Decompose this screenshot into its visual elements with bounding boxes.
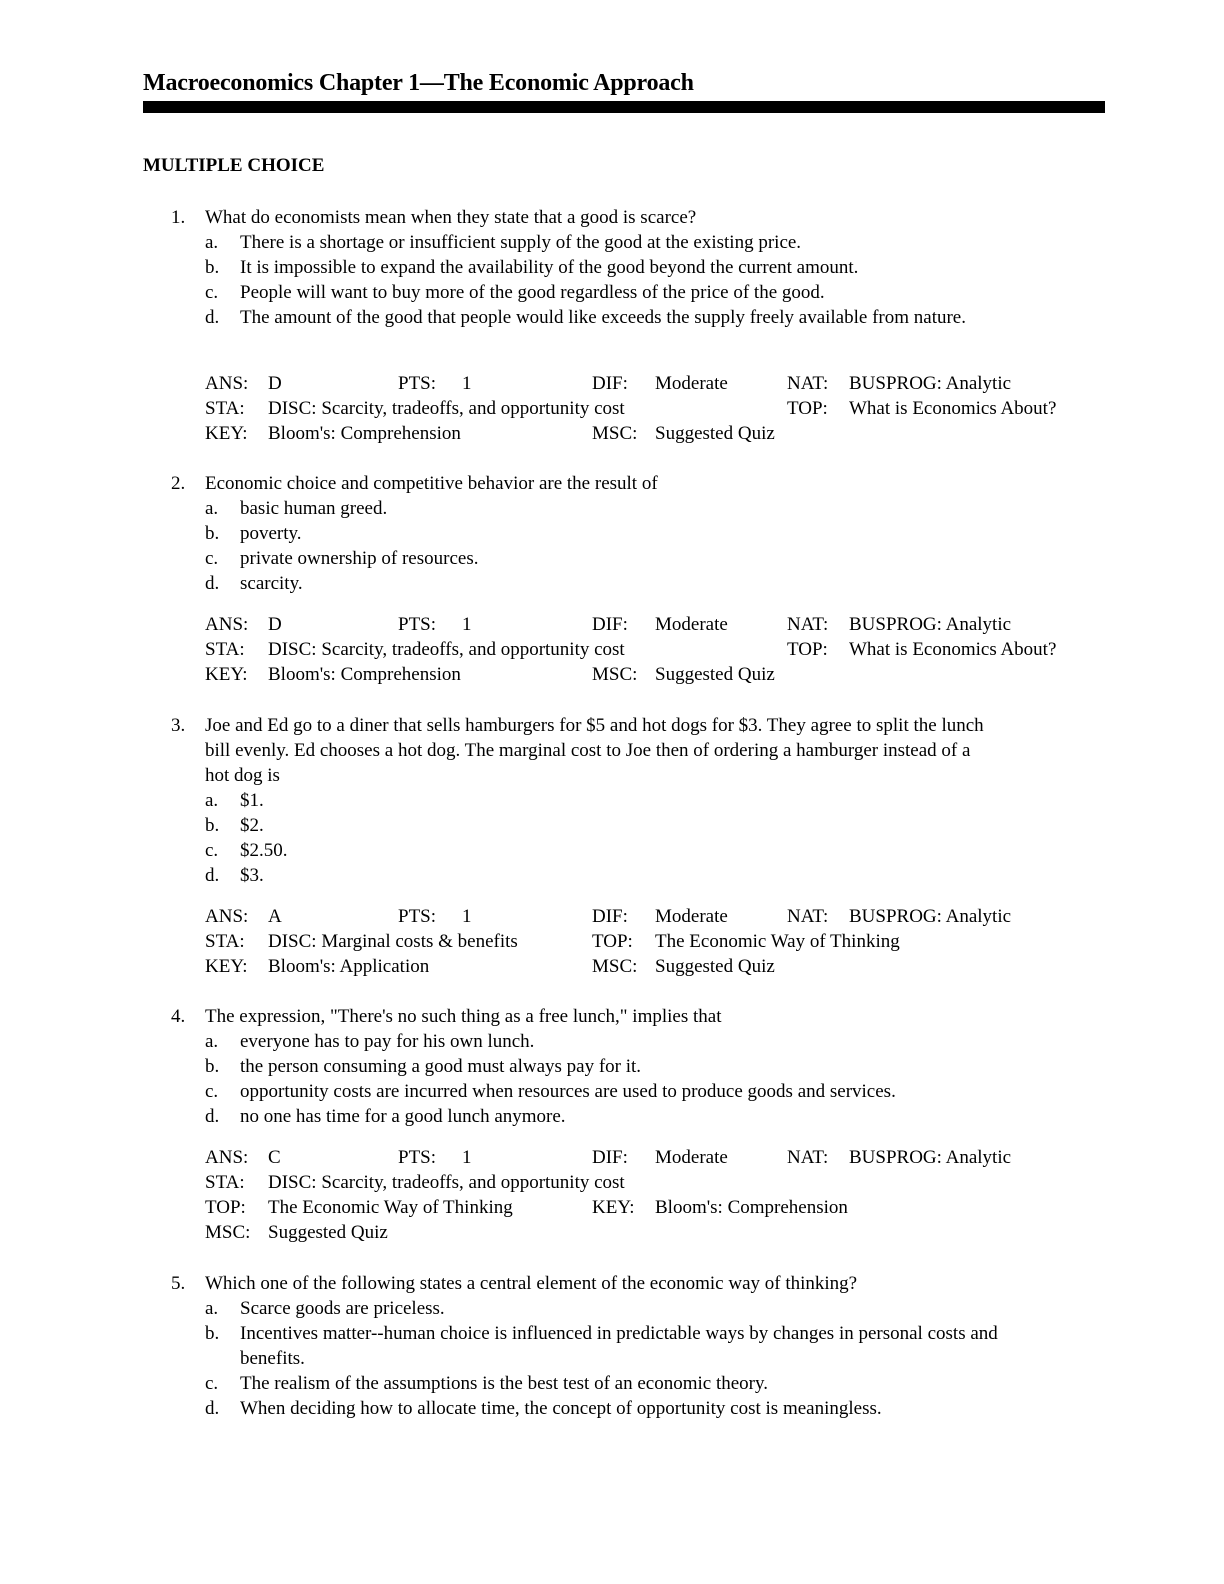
pts-label: PTS: — [398, 614, 437, 635]
nat-label: NAT: — [787, 906, 829, 927]
key-label: KEY: — [592, 1197, 635, 1218]
option-letter: c. — [205, 840, 219, 861]
key-value: Bloom's: Comprehension — [268, 423, 461, 444]
option-letter: d. — [205, 865, 220, 886]
sta-value: DISC: Scarcity, tradeoffs, and opportunity cost — [268, 639, 625, 660]
option-text: Incentives matter--human choice is influenced in predictable ways by changes in personal costs and benefits. — [240, 1323, 998, 1369]
option-letter: d. — [205, 1398, 220, 1419]
key-value: Bloom's: Comprehension — [655, 1197, 848, 1218]
question-stem: Which one of the following states a central element of the economic way of thinking? — [205, 1273, 858, 1294]
ans-label: ANS: — [205, 614, 249, 635]
option-text: scarcity. — [240, 573, 303, 594]
nat-value: BUSPROG: Analytic — [849, 373, 1012, 394]
key-value: Bloom's: Application — [268, 956, 430, 977]
question-stem: Economic choice and competitive behavior are the result of — [205, 473, 658, 494]
sta-value: DISC: Marginal costs & benefits — [268, 931, 518, 952]
ans-value: A — [268, 906, 282, 927]
sta-label: STA: — [205, 931, 245, 952]
nat-label: NAT: — [787, 373, 829, 394]
msc-value: Suggested Quiz — [655, 423, 775, 444]
option-text: poverty. — [240, 523, 302, 544]
key-label: KEY: — [205, 664, 248, 685]
msc-label: MSC: — [592, 423, 638, 444]
key-label: KEY: — [205, 956, 248, 977]
nat-label: NAT: — [787, 1147, 829, 1168]
question-stem-line-2: bill evenly. Ed chooses a hot dog. The marginal cost to Joe then of ordering a hamburger instead of a — [205, 740, 971, 761]
msc-value: Suggested Quiz — [655, 956, 775, 977]
nat-label: NAT: — [787, 614, 829, 635]
question-number: 5. — [171, 1273, 186, 1294]
key-label: KEY: — [205, 423, 248, 444]
option-letter: d. — [205, 573, 220, 594]
question-stem: The expression, "There's no such thing as a free lunch," implies that — [205, 1006, 722, 1027]
option-text: the person consuming a good must always pay for it. — [240, 1056, 642, 1077]
question-number: 3. — [171, 715, 186, 736]
dif-value: Moderate — [655, 1147, 728, 1168]
sta-value: DISC: Scarcity, tradeoffs, and opportunity cost — [268, 1172, 625, 1193]
option-letter: b. — [205, 1056, 220, 1077]
top-label: TOP: — [592, 931, 633, 952]
ans-label: ANS: — [205, 1147, 249, 1168]
question-stem: What do economists mean when they state that a good is scarce? — [205, 207, 697, 228]
option-text: The realism of the assumptions is the best test of an economic theory. — [240, 1373, 769, 1394]
option-text: When deciding how to allocate time, the concept of opportunity cost is meaningless. — [240, 1398, 882, 1419]
sta-value: DISC: Scarcity, tradeoffs, and opportunity cost — [268, 398, 625, 419]
top-value: The Economic Way of Thinking — [268, 1197, 513, 1218]
option-text: Scarce goods are priceless. — [240, 1298, 445, 1319]
nat-value: BUSPROG: Analytic — [849, 614, 1012, 635]
option-text: $2.50. — [240, 840, 288, 861]
option-letter: b. — [205, 815, 220, 836]
ans-value: C — [268, 1147, 281, 1168]
sta-label: STA: — [205, 398, 245, 419]
msc-label: MSC: — [592, 956, 638, 977]
top-value: What is Economics About? — [849, 398, 1057, 419]
option-text: private ownership of resources. — [240, 548, 479, 569]
top-value: What is Economics About? — [849, 639, 1057, 660]
ans-label: ANS: — [205, 906, 249, 927]
top-value: The Economic Way of Thinking — [655, 931, 900, 952]
option-text: opportunity costs are incurred when resources are used to produce goods and services. — [240, 1081, 896, 1102]
option-letter: a. — [205, 232, 219, 253]
option-letter: c. — [205, 282, 219, 303]
top-label: TOP: — [787, 398, 828, 419]
nat-value: BUSPROG: Analytic — [849, 906, 1012, 927]
question-stem-line-3: hot dog is — [205, 765, 280, 786]
title-rule — [143, 101, 1105, 113]
ans-label: ANS: — [205, 373, 249, 394]
key-value: Bloom's: Comprehension — [268, 664, 461, 685]
pts-value: 1 — [462, 1147, 472, 1168]
option-text: $2. — [240, 815, 264, 836]
option-letter: a. — [205, 1031, 219, 1052]
option-letter: c. — [205, 548, 219, 569]
top-label: TOP: — [205, 1197, 246, 1218]
msc-value: Suggested Quiz — [655, 664, 775, 685]
option-text: People will want to buy more of the good regardless of the price of the good. — [240, 282, 825, 303]
pts-label: PTS: — [398, 1147, 437, 1168]
option-letter: b. — [205, 1323, 220, 1344]
pts-value: 1 — [462, 906, 472, 927]
option-text: no one has time for a good lunch anymore. — [240, 1106, 566, 1127]
option-text: everyone has to pay for his own lunch. — [240, 1031, 535, 1052]
dif-label: DIF: — [592, 373, 628, 394]
option-letter: a. — [205, 498, 219, 519]
sta-label: STA: — [205, 639, 245, 660]
question-number: 1. — [171, 207, 186, 228]
option-letter: c. — [205, 1081, 219, 1102]
option-letter: c. — [205, 1373, 219, 1394]
top-label: TOP: — [787, 639, 828, 660]
dif-label: DIF: — [592, 614, 628, 635]
option-text: $1. — [240, 790, 264, 811]
pts-value: 1 — [462, 614, 472, 635]
msc-value: Suggested Quiz — [268, 1222, 388, 1243]
nat-value: BUSPROG: Analytic — [849, 1147, 1012, 1168]
msc-label: MSC: — [205, 1222, 251, 1243]
dif-value: Moderate — [655, 906, 728, 927]
question-number: 2. — [171, 473, 186, 494]
pts-value: 1 — [462, 373, 472, 394]
option-letter: d. — [205, 307, 220, 328]
dif-label: DIF: — [592, 1147, 628, 1168]
option-letter: b. — [205, 523, 220, 544]
option-letter: a. — [205, 790, 219, 811]
dif-value: Moderate — [655, 373, 728, 394]
ans-value: D — [268, 373, 282, 394]
pts-label: PTS: — [398, 906, 437, 927]
option-text: $3. — [240, 865, 264, 886]
option-text: There is a shortage or insufficient supply of the good at the existing price. — [240, 232, 802, 253]
question-number: 4. — [171, 1006, 186, 1027]
option-letter: a. — [205, 1298, 219, 1319]
section-heading: MULTIPLE CHOICE — [143, 155, 325, 176]
option-text: basic human greed. — [240, 498, 388, 519]
dif-value: Moderate — [655, 614, 728, 635]
pts-label: PTS: — [398, 373, 437, 394]
dif-label: DIF: — [592, 906, 628, 927]
page-title: Macroeconomics Chapter 1—The Economic Approach — [143, 70, 694, 96]
option-letter: b. — [205, 257, 220, 278]
msc-label: MSC: — [592, 664, 638, 685]
option-text: The amount of the good that people would like exceeds the supply freely available from nature. — [240, 307, 966, 328]
option-letter: d. — [205, 1106, 220, 1127]
option-text: It is impossible to expand the availability of the good beyond the current amount. — [240, 257, 859, 278]
ans-value: D — [268, 614, 282, 635]
question-stem-line-1: Joe and Ed go to a diner that sells hamburgers for $5 and hot dogs for $3. They agree to split the lunch — [205, 715, 984, 736]
sta-label: STA: — [205, 1172, 245, 1193]
